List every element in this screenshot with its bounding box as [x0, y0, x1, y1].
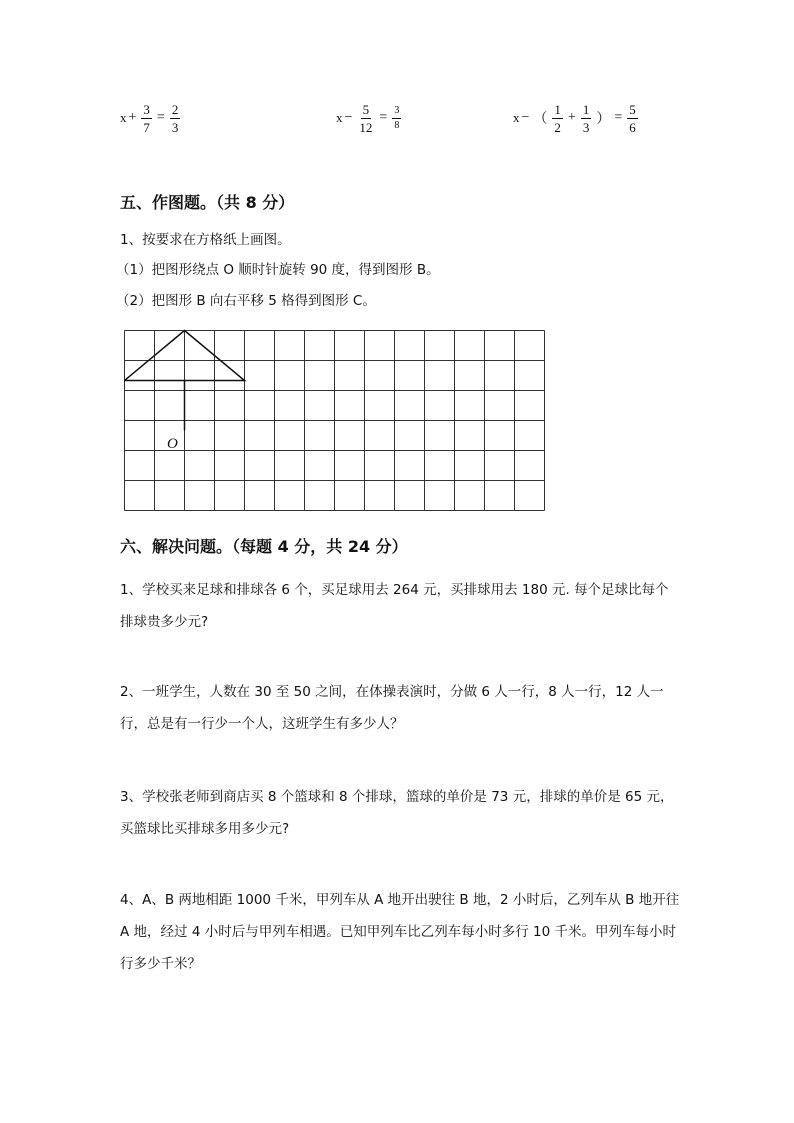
operator: + [128, 110, 137, 125]
variable: x [336, 110, 343, 125]
equals-sign: = [379, 110, 388, 125]
equation-3 [513, 96, 641, 140]
fraction: $\frac{1}{3}$ [582, 101, 590, 135]
problem: 2、一班学生，人数在 30 至 50 之间，在体操表演时，分做 6 人一行，8 人一行，12 人一行，总是有一行少一个人，这班学生有多少人？ [120, 684, 664, 732]
point-o-label: O [167, 436, 178, 452]
fraction: $\frac{5}{12}$ [359, 101, 373, 135]
operator: − [344, 110, 353, 125]
equation-1 [120, 96, 183, 140]
sub-question: （2）把图形 B 向右平移 5 格得到图形 C。 [116, 293, 376, 309]
right-paren: ） [596, 112, 611, 127]
variable: x [513, 110, 520, 125]
equals-sign: = [614, 110, 623, 125]
equals-sign: = [156, 110, 165, 125]
fraction: $\frac{5}{6}$ [629, 101, 636, 135]
sub-question: （1）把图形绕点 O 顺时针旋转 90 度，得到图形 B。 [116, 262, 440, 278]
section-title: 六、解决问题。（每题 4 分，共 24 分） [120, 537, 408, 556]
fraction: $\frac{2}{3}$ [171, 101, 179, 135]
problem: 4、A、B 两地相距 1000 千米，甲列车从 A 地开出驶往 B 地，2 小时后，乙列车从 B 地开往 A 地，经过 4 小时后与甲列车相遇。已知甲列车比乙列车每小时多行 10 千米。甲列车每小时行多少千米？ [120, 892, 680, 972]
section-title: 五、作图题。（共 8 分） [120, 193, 295, 212]
question: 1、按要求在方格纸上画图。 [120, 232, 291, 248]
variable: x [120, 110, 127, 125]
fraction: $\frac{3}{8}$ [394, 104, 400, 131]
problem: 1、学校买来足球和排球各 6 个，买足球用去 264 元，买排球用去 180 元. 每个足球比每个排球贵多少元? [120, 582, 669, 630]
fraction: $\frac{1}{2}$ [554, 101, 561, 135]
grid-lines [125, 331, 545, 511]
problem: 3、学校张老师到商店买 8 个篮球和 8 个排球，篮球的单价是 73 元，排球的单价是 65 元，买篮球比买排球多用多少元? [120, 789, 674, 837]
operator: + [567, 110, 576, 125]
grid-paper [122, 328, 552, 514]
equation-2 [336, 96, 404, 140]
fraction: $\frac{3}{7}$ [143, 101, 150, 135]
left-paren: （ [533, 112, 548, 127]
operator: − [521, 110, 530, 125]
